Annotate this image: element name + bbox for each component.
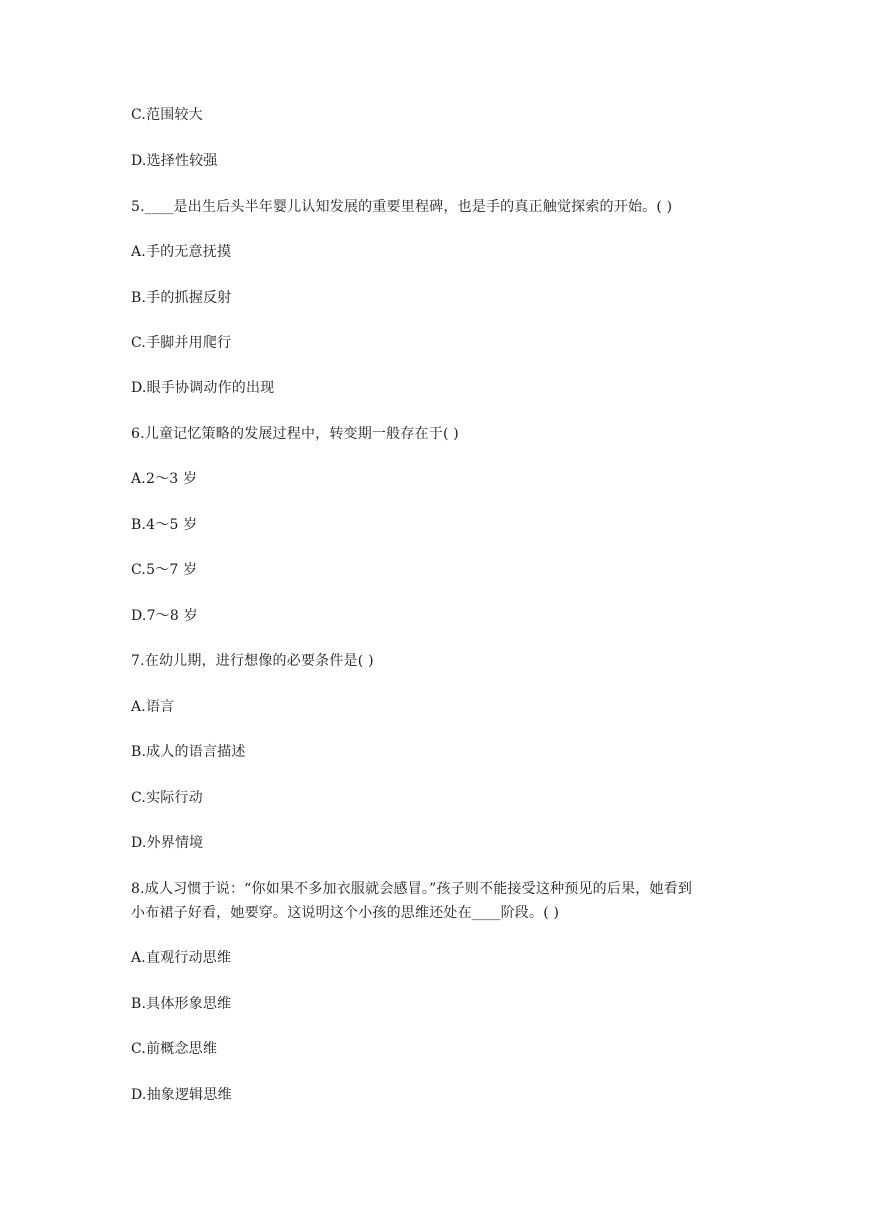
question-stem: 5.____是出生后头半年婴儿认知发展的重要里程碑，也是手的真正触觉探索的开始。( ) [131, 199, 673, 215]
question-stem: 7.在幼儿期，进行想像的必要条件是( ) [131, 653, 374, 669]
option-text: A.直观行动思维 [131, 950, 232, 966]
option-text: D.7～8 岁 [131, 608, 198, 624]
option-text: C.5～7 岁 [131, 562, 198, 578]
option-text: C.前概念思维 [131, 1041, 218, 1057]
option-text: D.眼手协调动作的出现 [131, 380, 275, 396]
option-text: C.手脚并用爬行 [131, 335, 232, 351]
option-text: B.具体形象思维 [131, 996, 232, 1012]
option-text: A.2～3 岁 [131, 471, 198, 487]
option-text: B.4～5 岁 [131, 517, 198, 533]
option-text: D.外界情境 [131, 835, 204, 851]
option-text: D.抽象逻辑思维 [131, 1087, 232, 1103]
option-text: B.成人的语言描述 [131, 744, 246, 760]
option-text: D.选择性较强 [131, 153, 218, 169]
question-stem-line-1: 8.成人习惯于说：“你如果不多加衣服就会感冒。”孩子则不能接受这种预见的后果，她看到 [131, 881, 693, 897]
option-text: C.范围较大 [131, 107, 203, 123]
option-text: A.手的无意抚摸 [131, 244, 232, 260]
question-stem: 6.儿童记忆策略的发展过程中，转变期一般存在于( ) [131, 426, 459, 442]
option-text: A.语言 [131, 699, 175, 715]
question-stem-line-2: 小布裙子好看，她要穿。这说明这个小孩的思维还处在____阶段。( ) [131, 905, 560, 921]
option-text: B.手的抓握反射 [131, 290, 232, 306]
option-text: C.实际行动 [131, 790, 203, 806]
